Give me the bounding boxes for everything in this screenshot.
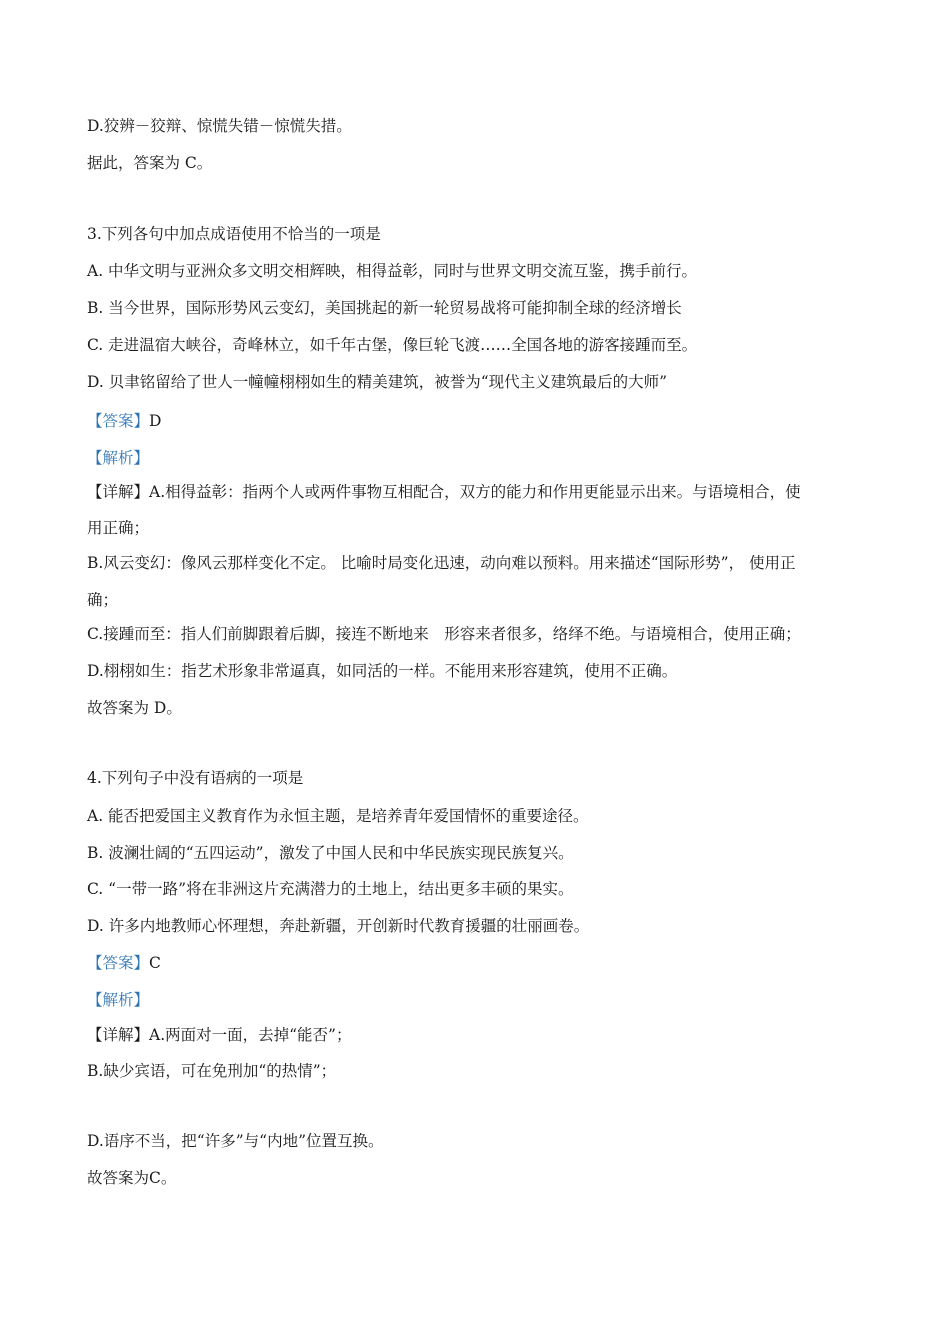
q3-detail-c: C.接踵而至：指人们前脚跟着后脚，接连不断地来 形容来者很多，络绎不绝。与语境相合，使用正确；	[87, 625, 801, 643]
q3-option-c: C. 走进温宿大峡谷，奇峰林立，如千年古堡，像巨轮飞渡……全国各地的游客接踵而至。	[87, 336, 698, 354]
q3-option-a: A. 中华文明与亚洲众多文明交相辉映，相得益彰，同时与世界文明交流互鉴，携手前行。	[87, 262, 698, 280]
q4-detail-tag: 【详解】	[87, 1026, 150, 1044]
q3-option-d: D. 贝聿铭留给了世人一幢幢栩栩如生的精美建筑，被誉为“现代主义建筑最后的大师”	[87, 373, 668, 391]
q3-detail-a-line1	[87, 481, 877, 503]
q3-detail-tag: 【详解】	[87, 483, 150, 501]
q3-option-b: B. 当今世界，国际形势风云变幻，美国挑起的新一轮贸易战将可能抑制全球的经济增长	[87, 299, 682, 317]
q2-conclusion: 据此，答案为 C。	[87, 154, 213, 172]
q3-detail-b-line2: 确；	[87, 591, 119, 609]
q3-detail-b-line1: B.风云变幻：像风云那样变化不定。 比喻时局变化迅速，动向难以预料。用来描述“国际形势”， 使用正	[87, 554, 796, 572]
q4-analysis-tag: 【解析】	[87, 991, 150, 1009]
q3-detail-a-line2: 用正确；	[87, 519, 150, 537]
q2-option-d-correction: D.狡辨－狡辩、惊慌失错－惊慌失措。	[87, 117, 352, 135]
q4-option-a: A. 能否把爱国主义教育作为永恒主题，是培养青年爱国情怀的重要途径。	[87, 807, 589, 825]
q3-conclusion: 故答案为 D。	[87, 699, 182, 717]
q3-stem: 3.下列各句中加点成语使用不恰当的一项是	[87, 225, 381, 243]
q4-option-b: B. 波澜壮阔的“五四运动”，激发了中国人民和中华民族实现民族复兴。	[87, 844, 574, 862]
q3-analysis-tag: 【解析】	[87, 449, 150, 467]
q4-stem: 4.下列句子中没有语病的一项是	[87, 769, 304, 787]
q4-answer-value: C	[149, 954, 161, 972]
q4-option-d: D. 许多内地教师心怀理想，奔赴新疆，开创新时代教育援疆的壮丽画卷。	[87, 917, 590, 935]
q4-detail-a-text: A.两面对一面，去掉“能否”；	[149, 1026, 352, 1044]
q3-detail-d: D.栩栩如生：指艺术形象非常逼真，如同活的一样。不能用来形容建筑，使用不正确。	[87, 662, 678, 680]
q4-answer-tag: 【答案】	[87, 954, 150, 972]
q4-detail-a	[87, 1024, 877, 1046]
q3-answer	[87, 410, 877, 432]
q3-detail-a-text: A.相得益彰：指两个人或两件事物互相配合，双方的能力和作用更能显示出来。与语境相合，使	[149, 483, 801, 501]
q4-detail-b: B.缺少宾语，可在免刑加“的热情”；	[87, 1062, 337, 1080]
q4-detail-d: D.语序不当，把“许多”与“内地”位置互换。	[87, 1132, 384, 1150]
q4-answer	[87, 952, 877, 974]
q3-answer-tag: 【答案】	[87, 412, 150, 430]
q4-conclusion: 故答案为C。	[87, 1169, 177, 1187]
q3-answer-value: D	[149, 412, 162, 430]
q4-option-c: C. “一带一路”将在非洲这片充满潜力的土地上，结出更多丰硕的果实。	[87, 880, 574, 898]
